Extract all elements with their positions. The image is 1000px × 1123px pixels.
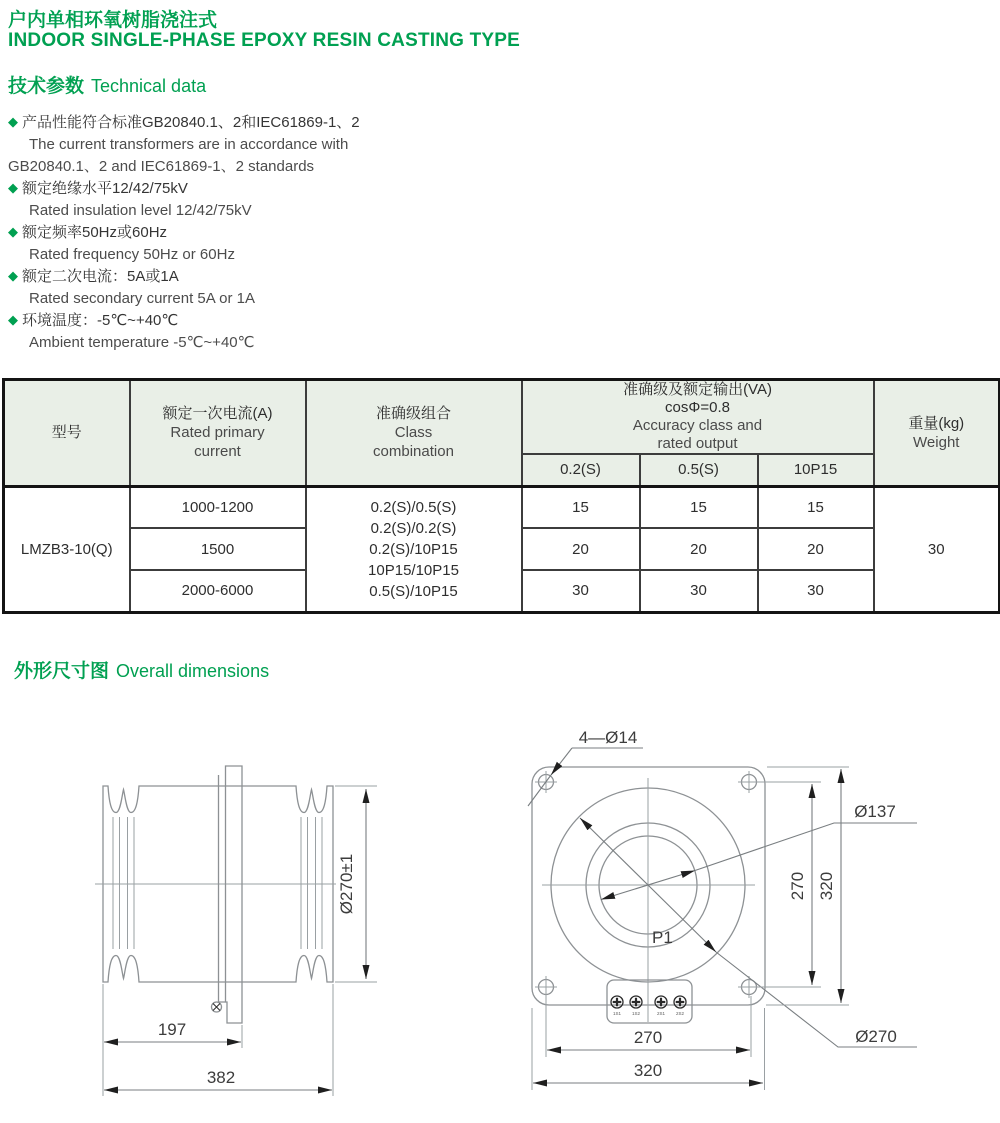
flange-inner-line: [219, 775, 226, 1002]
front-view: [528, 728, 917, 1090]
page-title-chinese: 户内单相环氧树脂浇注式: [8, 10, 218, 31]
bullet-text: 环境温度：-5℃~+40℃: [22, 312, 179, 329]
cell-class-combination: [306, 486, 522, 612]
header-accuracy-line4: rated output: [657, 435, 738, 452]
header-primary-current-en1: Rated primary: [170, 424, 265, 442]
dim-label-right-320: 320: [817, 871, 836, 901]
header-weight-cn: 重量(kg): [908, 414, 965, 432]
technical-data-heading: [8, 71, 206, 98]
bullet-text: 额定频率50Hz或60Hz: [22, 224, 168, 241]
cell-output: 30: [758, 570, 874, 612]
dim-label-diameter-270: Ø270±1: [337, 853, 356, 915]
front-centerlines: [542, 778, 755, 1003]
page-title-english: INDOOR SINGLE-PHASE EPOXY RESIN CASTING TYPE: [8, 30, 521, 51]
header-accuracy-line2: cosΦ=0.8: [665, 399, 730, 416]
bullet-insulation-en: Rated insulation level 12/42/75kV: [29, 202, 252, 219]
cell-weight: 30: [874, 486, 1000, 612]
cell-output: 20: [758, 528, 874, 570]
class-combo-line: 0.2(S)/0.5(S): [370, 498, 457, 516]
bullet-secondary-current-cn: [8, 266, 548, 288]
overall-dimensions-heading-en: Overall dimensions: [116, 661, 270, 681]
subheader-10p15: 10P15: [758, 454, 874, 486]
bullet-ambient-temp-cn: [8, 310, 548, 332]
header-accuracy-group: [522, 380, 874, 455]
terminal-label-1s2: 1S2: [631, 1011, 641, 1016]
header-weight: [874, 380, 1000, 487]
header-primary-current-cn: 额定一次电流(A): [162, 405, 273, 423]
bullet-standards-cn: [8, 112, 548, 134]
terminal-block: [607, 980, 692, 1023]
header-class-combination: [306, 380, 522, 487]
diamond-bullet-icon: ◆: [8, 224, 18, 239]
header-accuracy-line1: 准确级及额定输出(VA): [623, 381, 772, 398]
dim-label-right-270: 270: [788, 871, 807, 901]
flange-screw: [212, 1002, 222, 1012]
header-primary-current: [130, 380, 306, 487]
cell-current-row1: 1000-1200: [130, 486, 306, 528]
bullet-ambient-temp-en: Ambient temperature -5℃~+40℃: [29, 334, 255, 351]
bullet-frequency-en: Rated frequency 50Hz or 60Hz: [29, 246, 235, 263]
technical-data-list: [8, 112, 548, 354]
class-combo-line: 0.2(S)/10P15: [369, 540, 458, 558]
subheader-0.2s: 0.2(S): [522, 454, 640, 486]
bullet-frequency-cn: [8, 222, 548, 244]
cell-output: 15: [758, 486, 874, 528]
dim-label-holes: 4—Ø14: [578, 728, 638, 747]
leader-holes-arrow: [551, 748, 572, 775]
mounting-flange: [226, 766, 243, 1023]
side-extension-lines: [103, 786, 377, 1096]
technical-data-heading-cn: 技术参数: [8, 76, 85, 97]
dim-label-bottom-270: 270: [633, 1028, 663, 1047]
bellows-ribs: [113, 817, 322, 949]
cell-output: 30: [640, 570, 758, 612]
header-class-combination-en1: Class: [394, 424, 433, 442]
diamond-bullet-icon: ◆: [8, 114, 18, 129]
cell-current-row2: 1500: [130, 528, 306, 570]
technical-data-heading-en: Technical data: [91, 76, 207, 96]
subheader-0.5s: 0.5(S): [640, 454, 758, 486]
cell-current-row3: 2000-6000: [130, 570, 306, 612]
bullet-standards-en-line1: The current transformers are in accordance with: [29, 136, 349, 153]
bullet-standards-en-line2: GB20840.1、2 and IEC61869-1、2 standards: [8, 158, 315, 175]
side-view: [95, 766, 377, 1096]
leader-holes: [528, 748, 643, 806]
bullet-insulation-cn: [8, 178, 548, 200]
overall-dimensions-heading: [14, 656, 269, 683]
cell-output: 15: [522, 486, 640, 528]
header-class-combination-cn: 准确级组合: [375, 405, 451, 423]
dim-label-197: 197: [157, 1020, 187, 1039]
class-combo-line: 0.5(S)/10P15: [369, 582, 458, 600]
class-combo-line: 0.2(S)/0.2(S): [370, 519, 457, 537]
terminal-label-1s1: 1S1: [612, 1011, 622, 1016]
dim-label-d270: Ø270: [855, 1027, 897, 1046]
bullet-text: 产品性能符合标准GB20840.1、2和IEC61869-1、2: [22, 114, 360, 131]
dim-label-d137: Ø137: [854, 802, 896, 821]
overall-dimensions-drawing: [0, 700, 1000, 1123]
header-weight-en: Weight: [913, 433, 960, 451]
cell-output: 30: [522, 570, 640, 612]
bullet-text: 额定绝缘水平12/42/75kV: [22, 180, 188, 197]
diamond-bullet-icon: ◆: [8, 312, 18, 327]
header-accuracy-line3: Accuracy class and: [632, 417, 763, 434]
header-class-combination-en2: combination: [373, 443, 454, 461]
label-p1: P1: [652, 928, 673, 947]
dim-label-bottom-320: 320: [633, 1061, 663, 1080]
cell-output: 20: [640, 528, 758, 570]
terminal-label-2s1: 2S1: [656, 1011, 666, 1016]
overall-dimensions-heading-cn: 外形尺寸图: [14, 661, 110, 682]
cell-output: 20: [522, 528, 640, 570]
cell-output: 15: [640, 486, 758, 528]
bullet-secondary-current-en: Rated secondary current 5A or 1A: [29, 290, 255, 307]
dim-label-382: 382: [206, 1068, 236, 1087]
cell-model: LMZB3-10(Q): [4, 486, 130, 612]
terminal-label-2s2: 2S2: [675, 1011, 685, 1016]
spec-table: [2, 378, 1000, 614]
class-combo-line: 10P15/10P15: [368, 561, 459, 579]
diamond-bullet-icon: ◆: [8, 268, 18, 283]
header-model: 型号: [4, 380, 130, 487]
bullet-text: 额定二次电流：5A或1A: [22, 268, 179, 285]
header-primary-current-en2: current: [194, 443, 241, 461]
diamond-bullet-icon: ◆: [8, 180, 18, 195]
